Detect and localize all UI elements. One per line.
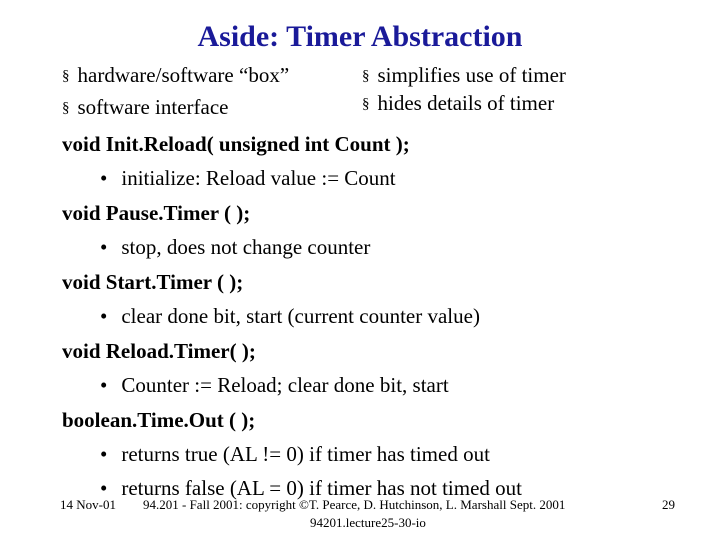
bullet-dot-icon: •: [100, 476, 108, 500]
signature-time-out: boolean.Time.Out ( );: [62, 408, 256, 432]
square-bullet-icon: §: [362, 96, 370, 112]
top-bullet-text: hides details of timer: [377, 91, 555, 115]
detail-text: clear done bit, start (current counter value): [121, 304, 480, 328]
bullet-dot-icon: •: [100, 373, 108, 397]
footer-credit: 94.201 - Fall 2001: copyright ©T. Pearce, D. Hutchinson, L. Marshall Sept. 2001: [143, 497, 566, 512]
bullet-dot-icon: •: [100, 304, 108, 328]
bullet-dot-icon: •: [100, 235, 108, 259]
signature-init-reload: void Init.Reload( unsigned int Count );: [62, 132, 410, 156]
detail-line: [100, 234, 370, 260]
detail-line: [100, 303, 480, 329]
top-bullet-simplifies: [362, 62, 566, 91]
top-bullet-hides: [362, 90, 554, 119]
detail-line: [100, 165, 396, 191]
detail-line: [100, 441, 490, 467]
detail-line: [100, 372, 449, 398]
bullet-dot-icon: •: [100, 442, 108, 466]
footer-lecture: 94201.lecture25-30-io: [310, 515, 426, 530]
square-bullet-icon: §: [62, 68, 70, 84]
detail-text: returns false (AL = 0) if timer has not timed out: [121, 476, 522, 500]
detail-text: initialize: Reload value := Count: [121, 166, 396, 190]
footer-date: 14 Nov-01: [60, 497, 116, 512]
square-bullet-icon: §: [362, 68, 370, 84]
top-bullet-text: hardware/software “box”: [77, 63, 290, 87]
signature-pause-timer: void Pause.Timer ( );: [62, 201, 251, 225]
page-number: 29: [662, 497, 675, 512]
detail-text: stop, does not change counter: [121, 235, 371, 259]
top-bullet-text: simplifies use of timer: [377, 63, 566, 87]
top-bullet-text: software interface: [77, 95, 229, 119]
signature-reload-timer: void Reload.Timer( );: [62, 339, 256, 363]
square-bullet-icon: §: [62, 100, 70, 116]
bullet-dot-icon: •: [100, 166, 108, 190]
slide-title: Aside: Timer Abstraction: [197, 20, 523, 53]
signature-start-timer: void Start.Timer ( );: [62, 270, 244, 294]
detail-text: returns true (AL != 0) if timer has timed out: [121, 442, 490, 466]
top-bullet-software: [62, 94, 229, 123]
top-bullet-hardware: [62, 62, 289, 91]
detail-text: Counter := Reload; clear done bit, start: [121, 373, 449, 397]
